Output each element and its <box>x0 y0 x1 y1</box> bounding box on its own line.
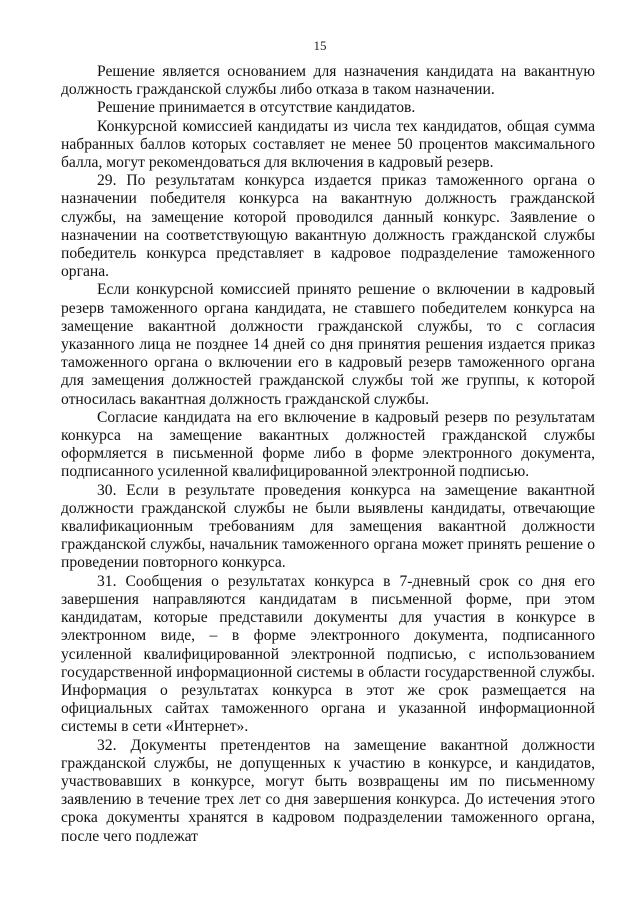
paragraph-reserve-consent: Согласие кандидата на его включение в кадровый резерв по результатам конкурса на замещение вакантных должностей гражданской службы оформляется в письменной форме либо в форме электронного документа, подписанного усиленной квалифицированной электронной подписью. <box>61 408 595 481</box>
paragraph-decision-absence: Решение принимается в отсутствие кандидатов. <box>97 99 416 117</box>
paragraph-item-30: 30. Если в результате проведения конкурса на замещение вакантной должности гражданской службы не были выявлены кандидаты, отвечающие квалификационным требованиям для замещения вакантной должности гражданской службы, начальник таможенного органа может принять решение о проведении повторного конкурса. <box>61 481 595 572</box>
document-body <box>61 63 595 846</box>
paragraph-item-32: 32. Документы претендентов на замещение вакантной должности гражданской службы, не допущенных к участию в конкурсе, и кандидатов, участвовавших в конкурсе, могут быть возвращены им по письменному заявлению в течение трех лет со дня завершения конкурса. До истечения этого срока документы хранятся в кадровом подразделении таможенного органа, после чего подлежат <box>61 736 595 845</box>
paragraph-reserve-inclusion: Если конкурсной комиссией принято решение о включении в кадровый резерв таможенного органа кандидата, не ставшего победителем конкурса на замещение вакантной должности гражданской службы, то с согласия указанного лица не позднее 14 дней со дня принятия решения издается приказ таможенного органа о включении его в кадровый резерв таможенного органа для замещения должностей гражданской службы той же группы, к которой относилась вакантная должность гражданской службы. <box>61 281 595 408</box>
paragraph-item-31: 31. Сообщения о результатах конкурса в 7-дневный срок со дня его завершения направляются кандидатам в письменной форме, при этом кандидатам, которые представили документы для участия в конкурсе в электронном виде, – в форме электронного документа, подписанного усиленной квалифицированной электронной подписью, с использованием государственной информационной системы в области государственной службы. Информация о результатах конкурса в этот же срок размещается на официальных сайтах таможенного органа и указанной информационной системы в сети «Интернет». <box>61 572 595 736</box>
paragraph-reserve-recommendation: Конкурсной комиссией кандидаты из числа тех кандидатов, общая сумма набранных баллов которых составляет не менее 50 процентов максимального балла, могут рекомендоваться для включения в кадровый резерв. <box>61 117 595 172</box>
paragraph-item-29: 29. По результатам конкурса издается приказ таможенного органа о назначении победителя конкурса на вакантную должность гражданской службы, на замещение которой проводился данный конкурс. Заявление о назначении на соответствующую вакантную должность гражданской службы победитель конкурса представляет в кадровое подразделение таможенного органа. <box>61 172 595 281</box>
paragraph-decision-basis: Решение является основанием для назначения кандидата на вакантную должность гражданской службы либо отказа в таком назначении. <box>61 63 595 99</box>
page-number: 15 <box>313 38 327 53</box>
